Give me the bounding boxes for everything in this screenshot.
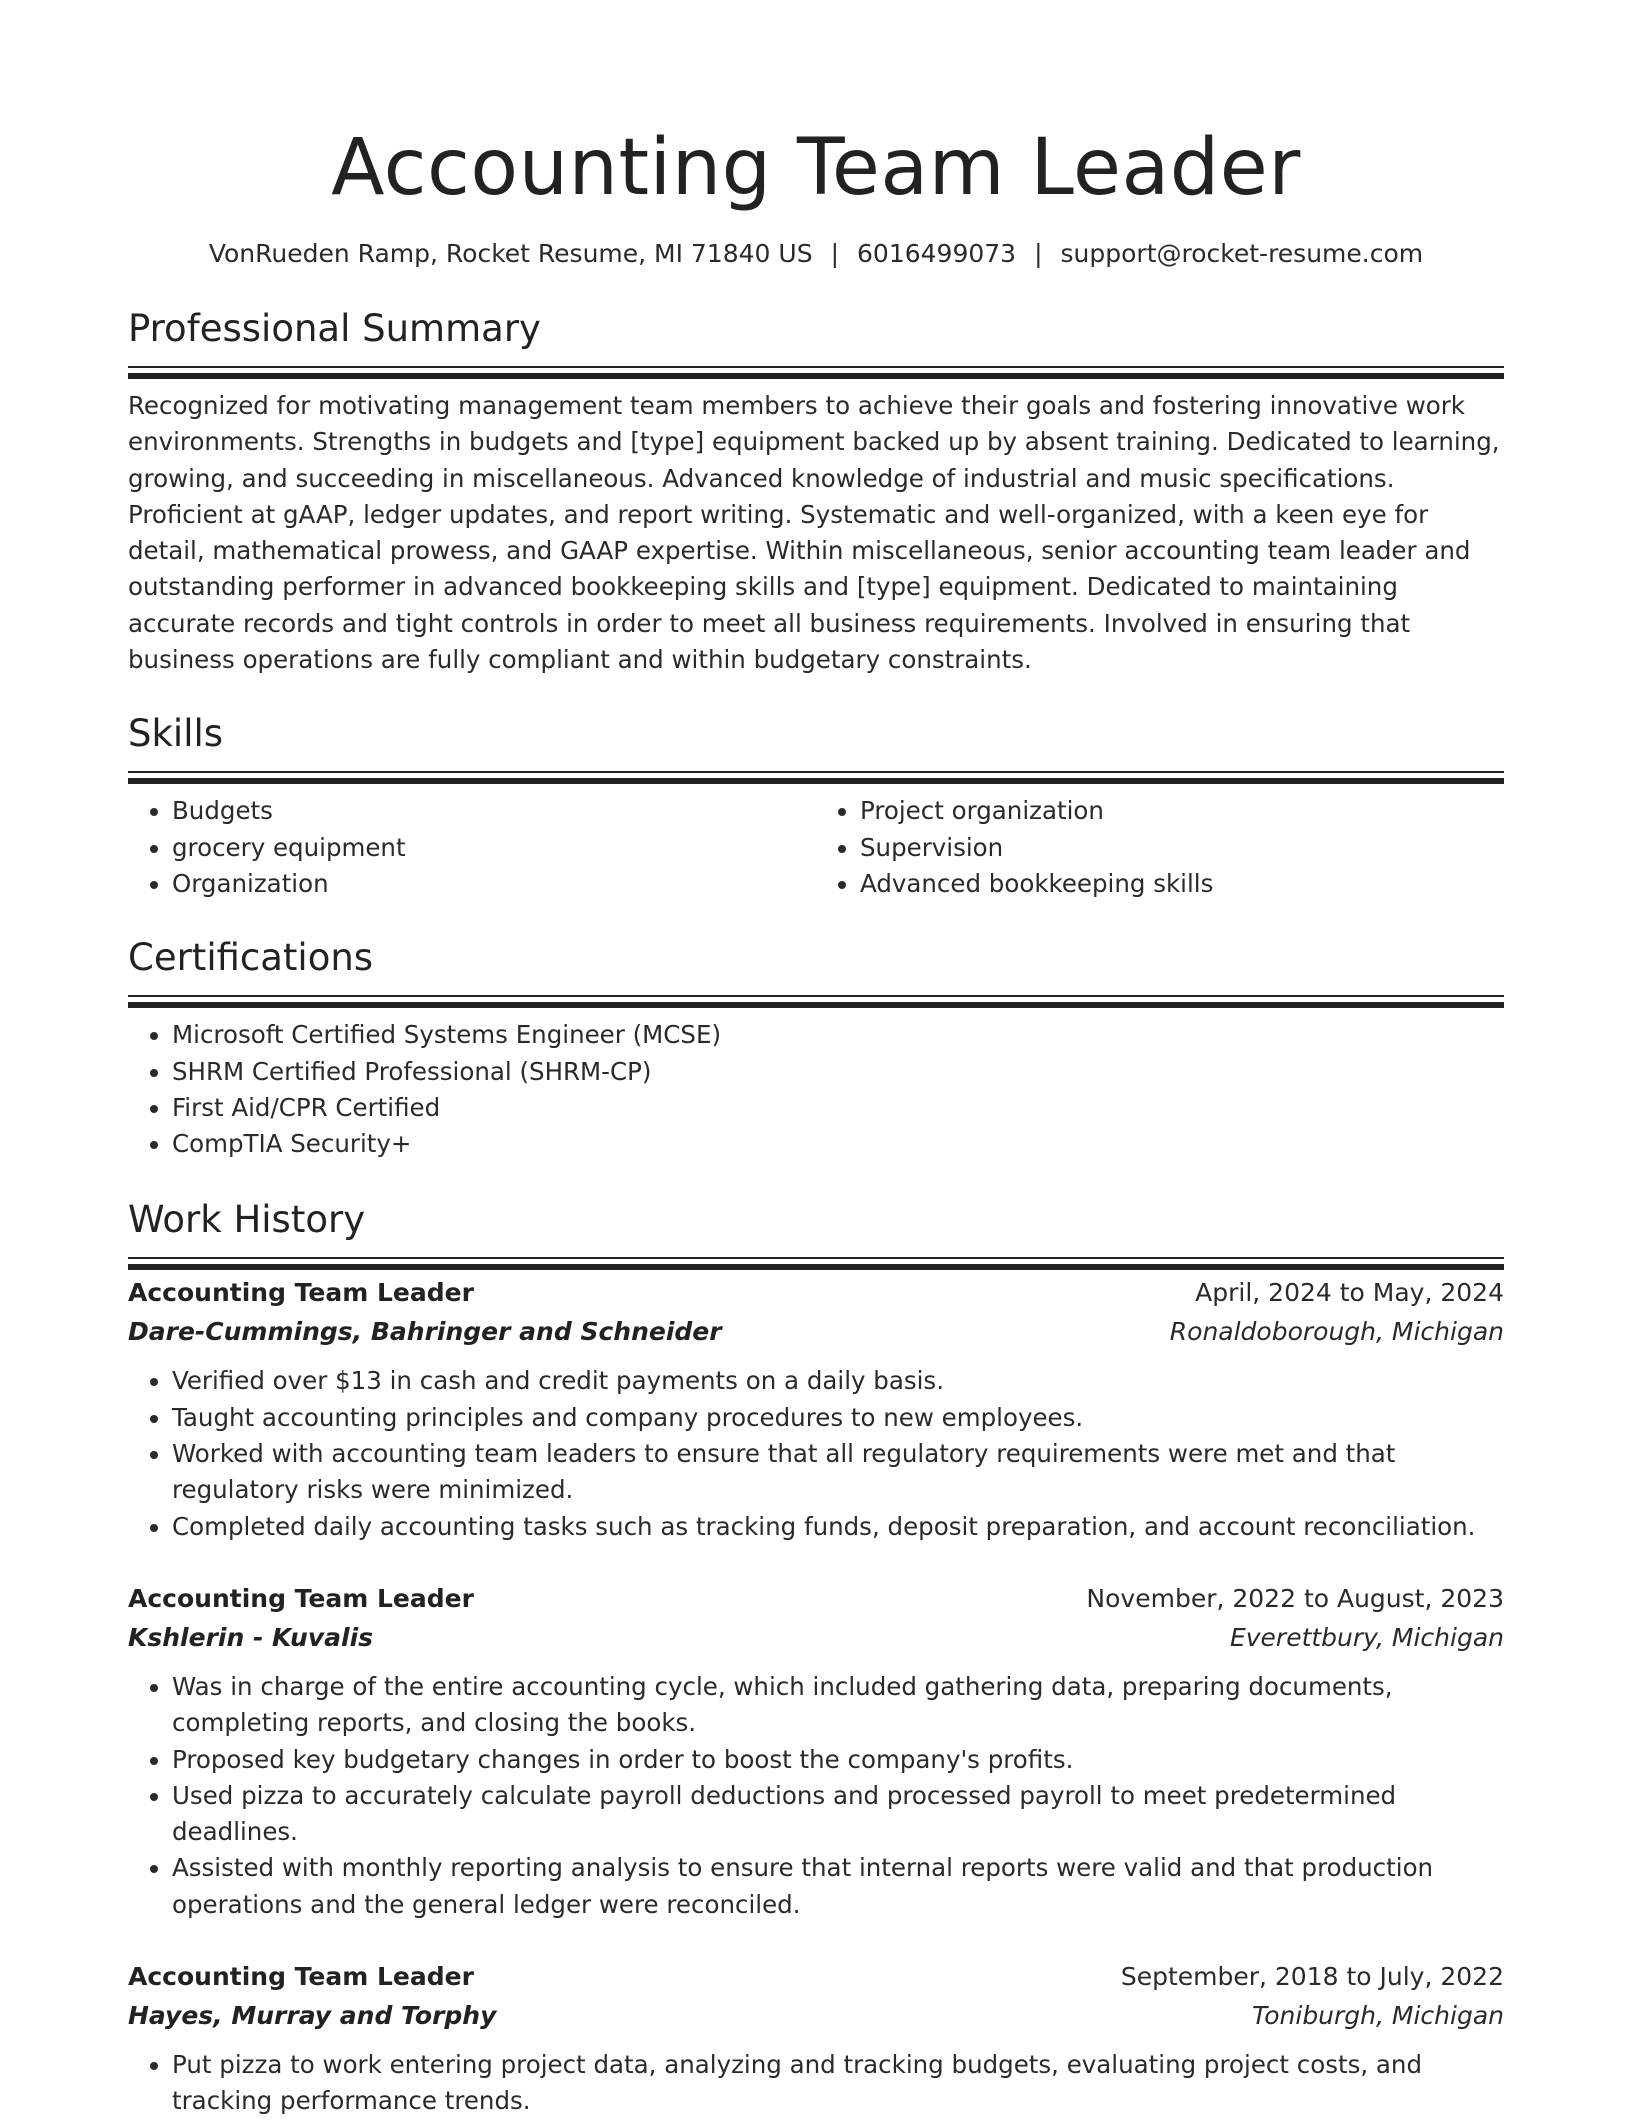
certifications-list [128,1017,1504,1162]
skill-item: • Project organization [860,793,1504,829]
summary-text: Recognized for motivating management team members to achieve their goals and fostering innovative work environments. Strengths in budgets and [type] equipment backed up by absent training. Dedicated to learning, growing, and succeeding in miscellaneous. Advanced knowledge of industrial and music specifications. Proficient at gAAP, ledger updates, and report writing. Systematic and well-organized, with a keen eye for detail, mathematical prowess, and GAAP expertise. Within miscellaneous, senior accounting team leader and outstanding performer in advanced bookkeeping skills and [type] equipment. Dedicated to maintaining accurate records and tight controls in order to meet all business requirements. Involved in ensuring that business operations are fully compliant and within budgetary constraints. [128,391,1500,675]
skill-item: • Organization [172,866,816,902]
job-bullet: • Put pizza to work entering project data, analyzing and tracking budgets, evaluating project costs, and tracking performance trends. [172,2047,1504,2120]
job-title: Accounting Team Leader [128,1583,474,1613]
skills-section [128,711,1504,902]
skill-item: • Supervision [860,830,1504,866]
resume-name: Accounting Team Leader [331,123,1301,213]
certification-item: • First Aid/CPR Certified [172,1090,1504,1126]
job-company: Kshlerin - Kuvalis [128,1622,374,1652]
skill-item: • grocery equipment [172,830,816,866]
job-entry [128,1579,1504,1923]
certification-item: • Microsoft Certified Systems Engineer (MCSE) [172,1017,1504,1053]
summary-heading: Professional Summary [128,307,541,350]
section-divider [128,366,1504,368]
skills-heading: Skills [128,712,224,756]
job-bullet: • Proposed key budgetary changes in order to boost the company's profits. [172,1742,1504,1778]
summary-section [128,306,1504,678]
section-divider [128,1257,1504,1259]
job-bullets [128,1363,1504,1544]
contact-address: VonRueden Ramp, Rocket Resume, MI 71840 US [208,239,813,268]
contact-email: support@rocket-resume.com [1060,239,1424,268]
job-company: Hayes, Murray and Torphy [128,2001,497,2031]
contact-line [128,236,1504,272]
job-bullets [128,1669,1504,1923]
skills-grid [128,793,1504,902]
skills-list-left [128,793,816,902]
job-location: Toniburgh, Michigan [1252,2001,1504,2031]
job-dates: November, 2022 to August, 2023 [1086,1583,1504,1613]
job-entry [128,1957,1504,2120]
job-location: Ronaldoborough, Michigan [1169,1317,1504,1347]
job-dates: April, 2024 to May, 2024 [1195,1278,1504,1308]
job-bullet: • Completed daily accounting tasks such as tracking funds, deposit preparation, and account reconciliation. [172,1509,1504,1545]
job-company: Dare-Cummings, Bahringer and Schneider [128,1317,722,1347]
job-bullet: • Taught accounting principles and company procedures to new employees. [172,1400,1504,1436]
job-bullet: • Assisted with monthly reporting analysis to ensure that internal reports were valid and that production operations and the general ledger were reconciled. [172,1850,1504,1923]
job-entry [128,1273,1504,1544]
job-bullet: • Worked with accounting team leaders to ensure that all regulatory requirements were met and that regulatory risks were minimized. [172,1436,1504,1509]
job-location: Everettbury, Michigan [1229,1622,1504,1652]
contact-separator: | [830,239,840,268]
job-bullet: • Verified over $13 in cash and credit payments on a daily basis. [172,1363,1504,1399]
contact-separator: | [1034,239,1043,268]
job-title: Accounting Team Leader [128,1962,474,1992]
job-dates: September, 2018 to July, 2022 [1120,1962,1504,1992]
skill-item: • Advanced bookkeeping skills [860,866,1504,902]
skill-item: • Budgets [172,793,816,829]
job-bullet: • Was in charge of the entire accounting cycle, which included gathering data, preparing documents, completing reports, and closing the books. [172,1669,1504,1742]
job-bullet: • Used pizza to accurately calculate payroll deductions and processed payroll to meet predetermined deadlines. [172,1778,1504,1851]
section-divider [128,995,1504,997]
certifications-heading: Certifications [128,936,374,980]
contact-phone: 6016499073 [857,239,1017,268]
certifications-section [128,935,1504,1162]
job-title: Accounting Team Leader [128,1278,474,1308]
section-divider [128,771,1504,773]
work-history-section [128,1197,1504,2119]
skills-list-right [816,793,1504,902]
job-bullets [128,2047,1504,2120]
certification-item: • CompTIA Security+ [172,1126,1504,1162]
certification-item: • SHRM Certified Professional (SHRM-CP) [172,1054,1504,1090]
work-history-heading: Work History [128,1198,366,1242]
